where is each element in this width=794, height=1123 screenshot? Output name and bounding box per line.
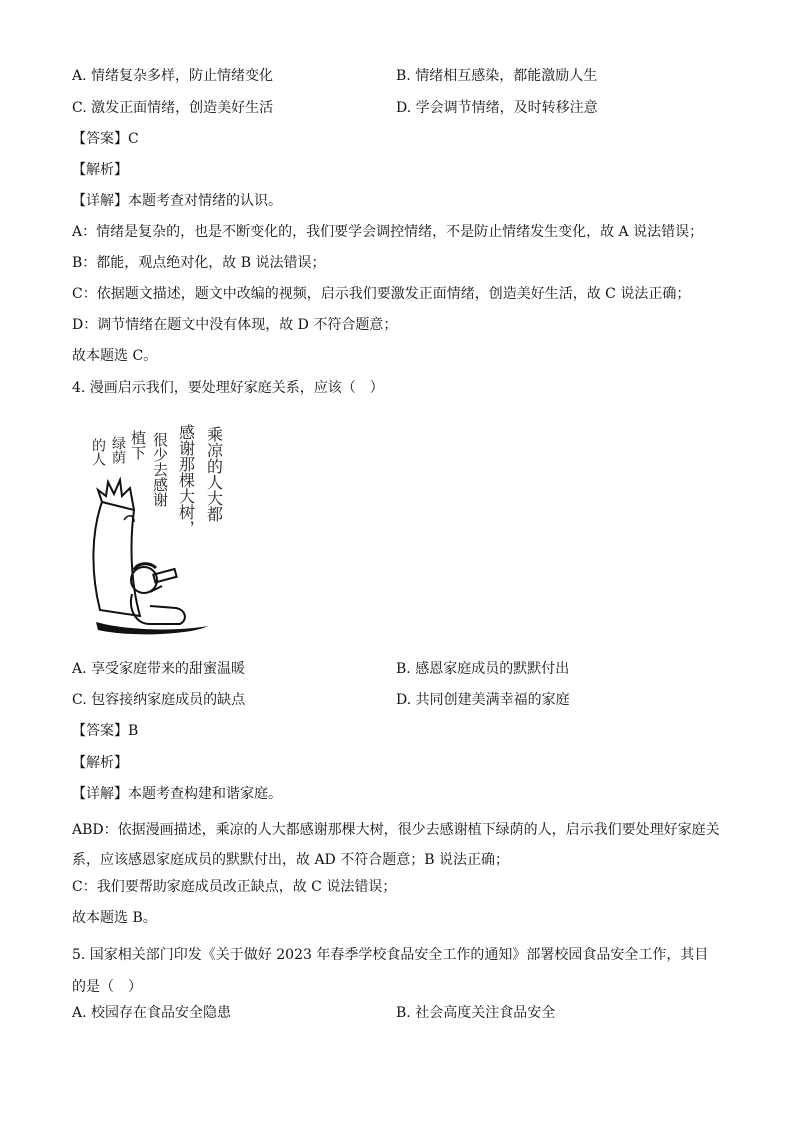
q4-option-a[interactable] (72, 659, 245, 679)
q4-stem: 4. 漫画启示我们，要处理好家庭关系，应该（ ） (72, 380, 384, 396)
option-text: 社会高度关注食品安全 (415, 1005, 556, 1021)
option-letter: A. (72, 1005, 87, 1021)
q4-option-c[interactable] (72, 690, 245, 710)
option-letter: B. (396, 661, 411, 677)
option-text: 共同创建美满幸福的家庭 (415, 692, 570, 708)
cartoon-caption-col-4: 植下 (129, 430, 147, 460)
q4-point-c: C：我们要帮助家庭成员改正缺点，故 C 说法错误； (72, 879, 397, 895)
option-letter: C. (72, 692, 87, 708)
option-letter: D. (396, 692, 412, 708)
q4-cartoon-illustration (84, 410, 234, 642)
q4-answer (72, 721, 138, 741)
detail-label: 【详解】 (72, 786, 128, 802)
option-letter: B. (396, 1005, 411, 1021)
option-text: 情绪相互感染，都能激励人生 (415, 68, 598, 84)
q3-point-d: D：调节情绪在题文中没有体现，故 D 不符合题意； (72, 317, 398, 333)
cartoon-caption-col-5: 绿荫 (110, 436, 126, 464)
q3-option-d[interactable] (396, 98, 598, 118)
option-text: 学会调节情绪，及时转移注意 (415, 100, 598, 116)
option-letter: C. (72, 100, 87, 116)
q3-option-a[interactable] (72, 66, 273, 86)
cartoon-caption-col-1: 乘凉的人大都 (204, 426, 224, 522)
option-text: 激发正面情绪，创造美好生活 (91, 100, 274, 116)
q4-option-d[interactable] (396, 690, 570, 710)
detail-label: 【详解】 (72, 193, 128, 209)
q3-detail (72, 191, 282, 211)
cartoon-drawing (84, 410, 234, 642)
q3-point-a: A：情绪是复杂的，也是不断变化的，我们要学会调控情绪，不是防止情绪发生变化，故 A 说法错误； (72, 224, 704, 240)
q3-option-b[interactable] (396, 66, 597, 86)
q5-stem: 5. 国家相关部门印发《关于做好 2023 年春季学校食品安全工作的通知》部署校园食品安全工作，其目的是（ ） (72, 947, 709, 995)
answer-value: C (128, 131, 139, 147)
answer-value: B (128, 723, 139, 739)
q4-analysis-label: 【解析】 (72, 755, 128, 771)
option-letter: A. (72, 68, 87, 84)
q3-point-b: B：都能，观点绝对化，故 B 说法错误； (72, 255, 326, 271)
q3-point-c: C：依据题文描述，题文中改编的视频，启示我们要激发正面情绪，创造美好生活，故 C 说法正确； (72, 286, 691, 302)
detail-text: 本题考查对情绪的认识。 (128, 193, 282, 209)
option-text: 感恩家庭成员的默默付出 (415, 661, 570, 677)
q3-option-c[interactable] (72, 98, 273, 118)
answer-label: 【答案】 (72, 131, 128, 147)
answer-label: 【答案】 (72, 723, 128, 739)
q4-detail (72, 784, 282, 804)
q3-analysis-label: 【解析】 (72, 162, 128, 178)
option-text: 包容接纳家庭成员的缺点 (91, 692, 246, 708)
q3-conclusion: 故本题选 C。 (72, 348, 158, 364)
option-text: 情绪复杂多样，防止情绪变化 (91, 68, 274, 84)
q4-option-b[interactable] (396, 659, 569, 679)
q5-option-b[interactable] (396, 1003, 555, 1023)
person-head (131, 567, 157, 593)
option-text: 校园存在食品安全隐患 (91, 1005, 232, 1021)
cartoon-caption-col-3: 很少去感谢 (151, 432, 169, 507)
detail-text: 本题考查构建和谐家庭。 (128, 786, 282, 802)
option-text: 享受家庭带来的甜蜜温暖 (91, 661, 246, 677)
cartoon-caption-col-2: 感谢那棵大树， (176, 424, 196, 536)
q4-point-abd: ABD：依据漫画描述，乘凉的人大都感谢那棵大树，很少去感谢植下绿荫的人，启示我们要处理好家庭关系，应该感恩家庭成员的默默付出，故 AD 不符合题意；B 说法正确； (72, 822, 720, 868)
option-letter: D. (396, 100, 412, 116)
cartoon-caption-col-6: 的人 (90, 438, 106, 466)
option-letter: A. (72, 661, 87, 677)
q5-option-a[interactable] (72, 1003, 231, 1023)
q3-answer (72, 129, 139, 149)
q4-conclusion: 故本题选 B。 (72, 910, 157, 926)
option-letter: B. (396, 68, 411, 84)
